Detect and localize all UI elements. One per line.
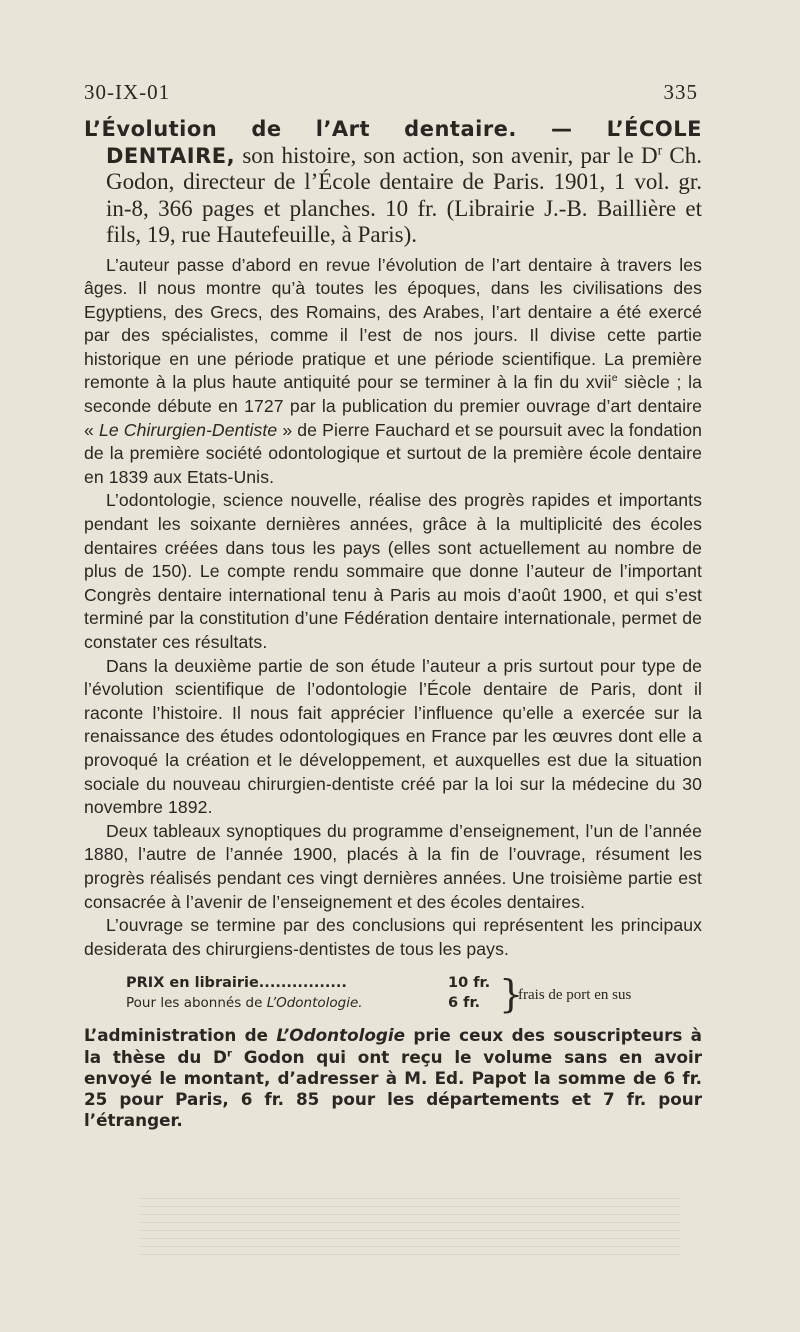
title-rest: son histoire, son action, son avenir, par le	[235, 142, 634, 168]
work-subtitle: L’ÉCOLE DENTAIRE,	[106, 117, 703, 168]
review-title: L’Évolution de l’Art dentaire. — L’ÉCOLE DENTAIRE, son histoire, son action, son avenir, par le $D^r$ Ch. Godon, directeur de l’École dentaire de Paris. 1901, 1 vol. gr. in-8, 366 pages et planches. 10 fr. (Librairie J.-B. Baillière et fils, 19, rue Hautefeuille, à Paris).	[84, 117, 703, 247]
work-title: L’Évolution de l’Art dentaire.	[84, 117, 517, 141]
show-through	[140, 1195, 680, 1255]
administration-notice: L’administration de L’Odontologie prie ceux des souscripteurs à la thèse du $D^r$ Godon qui ont reçu le volume sans en avoir envoyé le montant, d’adresser à M. Ed. Papot la somme de 6 fr. 25 pour Paris, 6 fr. 85 pour les départements et 7 fr. pour l’étranger.	[84, 1025, 703, 1131]
paragraph: L’odontologie, science nouvelle, réalise des progrès rapides et importants pendant les soixante dernières années, grâce à la multiplicité des écoles dentaires créées dans tous les pays (elles sont actuellement au nombre de plus de 150). Le compte rendu sommaire que donne l’auteur de l’important Congrès dentaire international tenu à Paris au mois d’août 1900, et qui s’est terminé par la constitution d’une Fédération dentaire internationale, permet de constater ces résultats.	[84, 490, 702, 652]
page-number: 335	[663, 80, 698, 104]
book-title: Le Chirurgien-Dentiste	[98, 419, 278, 440]
price-label-subscribers: Pour les abonnés de L’Odontologie.	[126, 995, 363, 1012]
paragraph: Deux tableaux synoptiques du programme d’enseignement, l’un de l’année 1880, l’autre de l’année 1900, placés à la fin de l’ouvrage, résument les progrès réalisés pendant ces vingt dernières années. Une troisième partie est consacrée à l’avenir de l’enseignement et des écoles dentaires.	[84, 820, 702, 912]
price-table	[126, 972, 702, 1019]
paragraph: Dans la deuxième partie de son étude l’auteur a pris surtout pour type de l’évolution scientifique de l’odontologie l’École dentaire de Paris, dont il raconte l’histoire. Il nous fait apprécier l’influence qu’elle a exercée sur la renaissance des études odontologiques en France par les œuvres dont elle a provoqué la création et le développement, et auxquelles est due la situation sociale du nouveau chirurgien-dentiste créé par la loi sur la médecine du 30 novembre 1892.	[84, 655, 702, 818]
paragraph: L’auteur passe d’abord en revue l’évolution de l’art dentaire à travers les âges. Il nous montre qu’à toutes les époques, dans les civilisations des Egyptiens, des Grecs, des Romains, des Arabes, l’art dentaire a été exercé par des spécialistes, comme il l’est de nos jours. Il divise cette partie historique en une période pratique et une période scientifique. La première remonte à la plus haute antiquité pour se terminer à la fin du xvii$^e$ siècle ; la seconde débute en 1727 par la publication du premier ouvrage d’art dentaire « Le Chirurgien-Dentiste » de Pierre Fauchard et se poursuit avec la fondation de la première société odontologique et surtout de la première école dentaire en 1839 aux Etats-Unis.	[84, 254, 702, 487]
paragraph: L’ouvrage se termine par des conclusions qui représentent les principaux desiderata des chirurgiens-dentistes de tous les pays.	[84, 915, 702, 959]
review-body	[84, 254, 702, 962]
price-bookshop: 10 fr.	[448, 975, 491, 992]
price-subscribers: 6 fr.	[448, 995, 481, 1012]
brace: }	[499, 972, 524, 1017]
issue-date: 30-IX-01	[84, 80, 171, 104]
book-review	[84, 116, 702, 1148]
author-line: Ch. Godon, directeur de l’École dentaire de Paris. 1901, 1 vol. gr. in-8, 366 pages et planches. 10 fr. (Librairie J.-B. Baillière et fils, 19, rue Hautefeuille, à Paris).	[106, 142, 703, 247]
price-label-bookshop: PRIX en librairie................	[126, 975, 347, 992]
shipping-note: frais de port en sus	[518, 987, 632, 1004]
